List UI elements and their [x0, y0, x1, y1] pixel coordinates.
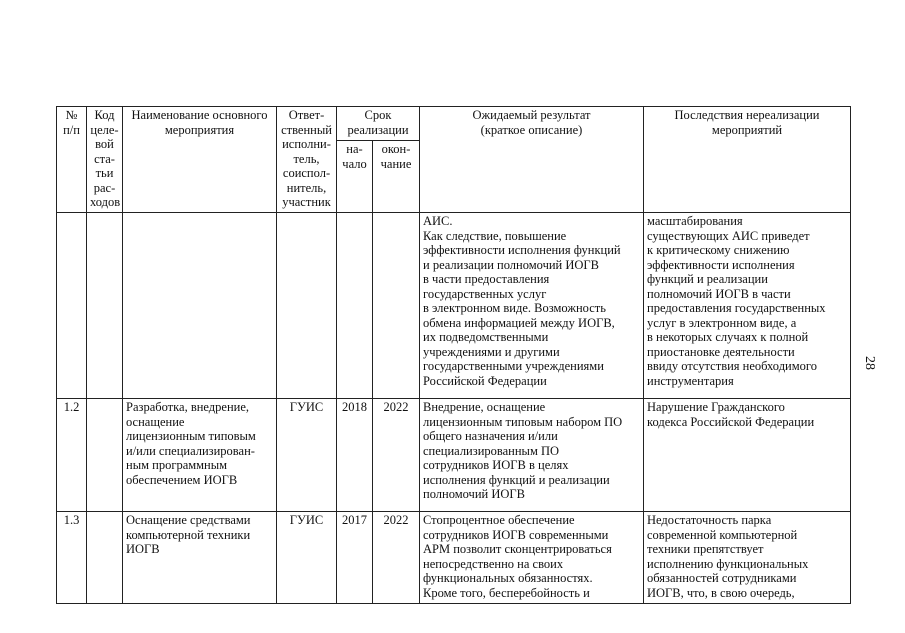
header-num: № п/п — [57, 107, 87, 213]
table-row — [57, 399, 851, 512]
cell-result: Внедрение, оснащение лицензионным типовым набором ПО общего назначения и/или специализированным ПО сотрудников ИОГВ в целях исполнения функций и реализации полномочий ИОГВ — [420, 399, 644, 512]
cell-consequences: масштабирования существующих АИС приведет к критическому снижению эффективности исполнения функций и реализации полномочий ИОГВ в части предоставления государственных услуг в электронном виде, а в некоторых случаях к полной приостановке деятельности ввиду отсутствия необходимого инструментария — [644, 213, 851, 399]
cell-result: АИС. Как следствие, повышение эффективности исполнения функций и реализации полномочий ИОГВ в части предоставления государственных услуг в электронном виде. Возможность обмена информацией между ИОГВ, их подведомственными учреждениями и другими государственными учреждениями Российской Федерации — [420, 213, 644, 399]
activities-table — [56, 106, 851, 604]
cell-end — [373, 213, 420, 399]
cell-num: 1.3 — [57, 512, 87, 604]
cell-name: Разработка, внедрение, оснащение лицензионным типовым и/или специализирован- ным программным обеспечением ИОГВ — [123, 399, 277, 512]
cell-code — [87, 399, 123, 512]
header-code: Код целе- вой ста- тьи рас- ходов — [87, 107, 123, 213]
header-name: Наименование основного мероприятия — [123, 107, 277, 213]
cell-consequences: Нарушение Гражданского кодекса Российской Федерации — [644, 399, 851, 512]
header-result: Ожидаемый результат (краткое описание) — [420, 107, 644, 213]
cell-num — [57, 213, 87, 399]
table-row — [57, 512, 851, 604]
cell-start: 2017 — [337, 512, 373, 604]
cell-code — [87, 213, 123, 399]
page-number: 28 — [862, 356, 877, 370]
cell-start — [337, 213, 373, 399]
cell-code — [87, 512, 123, 604]
cell-responsible — [277, 213, 337, 399]
table-body — [57, 213, 851, 604]
cell-name: Оснащение средствами компьютерной техники ИОГВ — [123, 512, 277, 604]
cell-end: 2022 — [373, 512, 420, 604]
cell-start: 2018 — [337, 399, 373, 512]
cell-end: 2022 — [373, 399, 420, 512]
cell-responsible: ГУИС — [277, 512, 337, 604]
cell-responsible: ГУИС — [277, 399, 337, 512]
cell-name — [123, 213, 277, 399]
cell-num: 1.2 — [57, 399, 87, 512]
table-header — [57, 107, 851, 213]
table-row — [57, 213, 851, 399]
cell-result: Стопроцентное обеспечение сотрудников ИОГВ современными АРМ позволит сконцентрироваться непосредственно на своих функциональных обязанностях. Кроме того, бесперебойность и — [420, 512, 644, 604]
header-responsible: Ответ- ственный исполни- тель, соиспол- нитель, участник — [277, 107, 337, 213]
header-term-end: окон- чание — [373, 141, 420, 213]
cell-consequences: Недостаточность парка современной компьютерной техники препятствует исполнению функциональных обязанностей сотрудниками ИОГВ, что, в свою очередь, — [644, 512, 851, 604]
header-consequences: Последствия нереализации мероприятий — [644, 107, 851, 213]
header-term: Срок реализации — [337, 107, 420, 141]
header-term-start: на- чало — [337, 141, 373, 213]
